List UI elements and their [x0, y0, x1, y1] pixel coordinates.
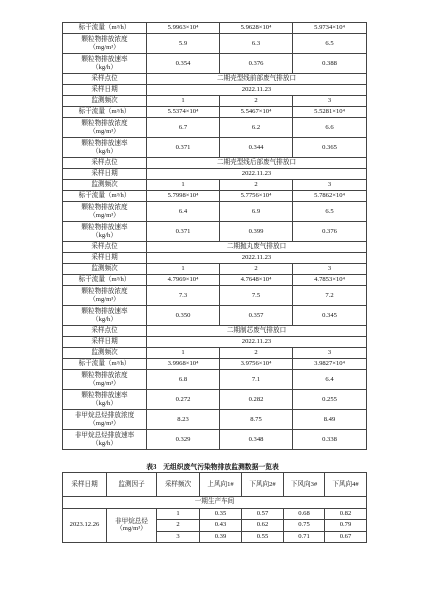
- row-label-line2: （kg/h）: [92, 315, 117, 323]
- row-label: [63, 286, 147, 306]
- value-cell: 0.67: [325, 531, 367, 543]
- value-cell: 8.49: [293, 410, 367, 430]
- table-row: [63, 85, 367, 96]
- span-value: 二期壳型线后部废气排放口: [147, 158, 367, 169]
- row-label-line1: 非甲烷总烃排放浓度: [74, 411, 135, 419]
- value-cell: 2: [220, 96, 293, 107]
- table-row: [63, 326, 367, 337]
- row-label-line2: （kg/h）: [92, 439, 117, 447]
- value-cell: 0.272: [147, 390, 220, 410]
- value-cell: 2: [220, 180, 293, 191]
- row-label: 标干流量（m³/h）: [63, 23, 147, 34]
- table-row: [63, 253, 367, 264]
- row-label-line2: （kg/h）: [92, 399, 117, 407]
- value-cell: 5.7756×10⁴: [220, 191, 293, 202]
- row-label: [63, 410, 147, 430]
- value-cell: 3: [293, 264, 367, 275]
- value-cell: 6.7: [147, 118, 220, 138]
- value-cell: 0.365: [293, 138, 367, 158]
- table-row: [63, 370, 367, 390]
- table-row: [63, 34, 367, 54]
- row-label: 标干流量（m³/h）: [63, 275, 147, 286]
- value-cell: 0.376: [220, 54, 293, 74]
- value-cell: 6.6: [293, 118, 367, 138]
- value-cell: 3: [293, 96, 367, 107]
- table-row: [63, 508, 367, 520]
- row-label-line2: （kg/h）: [92, 63, 117, 71]
- value-cell: 6.3: [220, 34, 293, 54]
- row-label-line2: （mg/m³）: [89, 43, 120, 51]
- value-cell: 3.9827×10⁴: [293, 359, 367, 370]
- value-cell: 0.344: [220, 138, 293, 158]
- row-label: 采样日期: [63, 169, 147, 180]
- table-row: [63, 348, 367, 359]
- value-cell: 3.9968×10⁴: [147, 359, 220, 370]
- row-label: 监测频次: [63, 180, 147, 191]
- value-cell: 0.75: [284, 520, 325, 532]
- row-label-line1: 颗粒物排放速率: [81, 391, 128, 399]
- value-cell: 0.388: [293, 54, 367, 74]
- row-label-line1: 颗粒物排放浓度: [81, 287, 128, 295]
- value-cell: 6.2: [220, 118, 293, 138]
- table-row: [63, 222, 367, 242]
- row-label: 采样日期: [63, 253, 147, 264]
- table-row: [63, 169, 367, 180]
- value-cell: 5.9628×10⁴: [220, 23, 293, 34]
- row-label-line1: 颗粒物排放速率: [81, 139, 128, 147]
- row-label: [63, 390, 147, 410]
- row-label-line1: 非甲烷总烃排放速率: [74, 431, 135, 439]
- header-cell: 下风向2#: [242, 473, 284, 497]
- value-cell: 5.9734×10⁴: [293, 23, 367, 34]
- table-row: [63, 107, 367, 118]
- value-cell: 0.345: [293, 306, 367, 326]
- row-label-line1: 颗粒物排放速率: [81, 223, 128, 231]
- value-cell: 0.371: [147, 138, 220, 158]
- row-label: 监测频次: [63, 264, 147, 275]
- value-cell: 0.354: [147, 54, 220, 74]
- row-label-line2: （mg/m³）: [89, 127, 120, 135]
- value-cell: 7.1: [220, 370, 293, 390]
- row-label-line1: 颗粒物排放速率: [81, 55, 128, 63]
- value-cell: 8.23: [147, 410, 220, 430]
- value-cell: 0.350: [147, 306, 220, 326]
- table-row: [63, 23, 367, 34]
- value-cell: 0.329: [147, 430, 220, 450]
- value-cell: 7.2: [293, 286, 367, 306]
- row-label: [63, 370, 147, 390]
- row-label: 监测频次: [63, 96, 147, 107]
- value-cell: 3.9756×10⁴: [220, 359, 293, 370]
- table-row: [63, 306, 367, 326]
- table-row: [63, 138, 367, 158]
- factor-name: 非甲烷总烃: [115, 517, 148, 525]
- span-value: 2022.11.23: [147, 337, 367, 348]
- row-label-line2: （mg/m³）: [89, 295, 120, 303]
- value-cell: 0.35: [200, 508, 242, 520]
- value-cell: 6.8: [147, 370, 220, 390]
- value-cell: 6.9: [220, 202, 293, 222]
- row-label: [63, 222, 147, 242]
- value-cell: 0.79: [325, 520, 367, 532]
- value-cell: 1: [147, 180, 220, 191]
- table-row: [63, 191, 367, 202]
- value-cell: 1: [147, 264, 220, 275]
- row-label: 采样点位: [63, 74, 147, 85]
- value-cell: 4.7648×10⁴: [220, 275, 293, 286]
- row-label: 监测频次: [63, 348, 147, 359]
- value-cell: 6.4: [147, 202, 220, 222]
- table-row: [63, 54, 367, 74]
- value-cell: 0.338: [293, 430, 367, 450]
- header-cell: 采样频次: [157, 473, 200, 497]
- value-cell: 0.68: [284, 508, 325, 520]
- table-row: [63, 242, 367, 253]
- table-row: [63, 158, 367, 169]
- table-row: [63, 359, 367, 370]
- row-label: 标干流量（m³/h）: [63, 107, 147, 118]
- row-label-line2: （kg/h）: [92, 147, 117, 155]
- row-label: 采样日期: [63, 85, 147, 96]
- value-cell: 0.376: [293, 222, 367, 242]
- row-label-line1: 颗粒物排放浓度: [81, 371, 128, 379]
- row-label: [63, 138, 147, 158]
- freq-cell: 3: [157, 531, 200, 543]
- row-label: [63, 306, 147, 326]
- value-cell: 0.43: [200, 520, 242, 532]
- row-label-line1: 颗粒物排放速率: [81, 307, 128, 315]
- value-cell: 0.55: [242, 531, 284, 543]
- value-cell: 5.5467×10⁴: [220, 107, 293, 118]
- value-cell: 5.7998×10⁴: [147, 191, 220, 202]
- freq-cell: 2: [157, 520, 200, 532]
- value-cell: 0.62: [242, 520, 284, 532]
- span-value: 2022.11.23: [147, 169, 367, 180]
- row-label-line2: （mg/m³）: [89, 211, 120, 219]
- value-cell: 0.57: [242, 508, 284, 520]
- value-cell: 5.5374×10⁴: [147, 107, 220, 118]
- value-cell: 0.39: [200, 531, 242, 543]
- value-cell: 6.4: [293, 370, 367, 390]
- span-value: 二期抛丸废气排放口: [147, 242, 367, 253]
- value-cell: 0.348: [220, 430, 293, 450]
- span-value: 二期壳型线前部废气排放口: [147, 74, 367, 85]
- section-row: [63, 497, 367, 509]
- value-cell: 2: [220, 348, 293, 359]
- table-row: [63, 410, 367, 430]
- factor-unit: （mg/m³）: [116, 525, 147, 533]
- table-row: [63, 430, 367, 450]
- value-cell: 0.71: [284, 531, 325, 543]
- value-cell: 5.9963×10⁴: [147, 23, 220, 34]
- row-label-line1: 颗粒物排放浓度: [81, 35, 128, 43]
- value-cell: 5.9: [147, 34, 220, 54]
- row-label: 采样日期: [63, 337, 147, 348]
- freq-cell: 1: [157, 508, 200, 520]
- row-label-line2: （mg/m³）: [89, 419, 120, 427]
- table-row: [63, 275, 367, 286]
- value-cell: 7.3: [147, 286, 220, 306]
- value-cell: 3: [293, 348, 367, 359]
- table-row: [63, 96, 367, 107]
- table-row: [63, 264, 367, 275]
- span-value: 2022.11.23: [147, 85, 367, 96]
- row-label-line2: （kg/h）: [92, 231, 117, 239]
- row-label: [63, 54, 147, 74]
- value-cell: 0.255: [293, 390, 367, 410]
- row-label: [63, 430, 147, 450]
- table-row: [63, 286, 367, 306]
- table-row: [63, 74, 367, 85]
- row-label: [63, 202, 147, 222]
- emission-monitoring-table: [62, 22, 367, 450]
- table-row: [63, 180, 367, 191]
- value-cell: 4.7853×10⁴: [293, 275, 367, 286]
- header-cell: 上风向1#: [200, 473, 242, 497]
- span-value: 2022.11.23: [147, 253, 367, 264]
- value-cell: 5.7862×10⁴: [293, 191, 367, 202]
- header-cell: 下风向4#: [325, 473, 367, 497]
- section-label: 一期生产车间: [63, 497, 367, 509]
- value-cell: 1: [147, 96, 220, 107]
- header-cell: 下风向3#: [284, 473, 325, 497]
- value-cell: 4.7969×10⁴: [147, 275, 220, 286]
- row-label-line1: 颗粒物排放浓度: [81, 203, 128, 211]
- value-cell: 3: [293, 180, 367, 191]
- sample-date: 2023.12.26: [63, 508, 107, 543]
- value-cell: 5.5281×10⁴: [293, 107, 367, 118]
- value-cell: 8.75: [220, 410, 293, 430]
- value-cell: 0.282: [220, 390, 293, 410]
- row-label: 标干流量（m³/h）: [63, 191, 147, 202]
- row-label: 采样点位: [63, 326, 147, 337]
- monitor-factor: [107, 508, 157, 543]
- table-header-row: [63, 473, 367, 497]
- table-row: [63, 202, 367, 222]
- row-label: [63, 34, 147, 54]
- row-label-line2: （mg/m³）: [89, 379, 120, 387]
- table-row: [63, 337, 367, 348]
- header-cell: 采样日期: [63, 473, 107, 497]
- value-cell: 6.5: [293, 202, 367, 222]
- header-cell: 监测因子: [107, 473, 157, 497]
- table-caption: 表3 无组织废气污染物排放监测数据一览表: [146, 464, 279, 471]
- span-value: 二期制芯废气排放口: [147, 326, 367, 337]
- table-row: [63, 390, 367, 410]
- value-cell: 2: [220, 264, 293, 275]
- table-row: [63, 118, 367, 138]
- value-cell: 0.399: [220, 222, 293, 242]
- value-cell: 0.357: [220, 306, 293, 326]
- value-cell: 0.371: [147, 222, 220, 242]
- row-label-line1: 颗粒物排放浓度: [81, 119, 128, 127]
- fugitive-emission-table: [62, 472, 367, 543]
- row-label: [63, 118, 147, 138]
- row-label: 标干流量（m³/h）: [63, 359, 147, 370]
- value-cell: 1: [147, 348, 220, 359]
- value-cell: 6.5: [293, 34, 367, 54]
- row-label: 采样点位: [63, 242, 147, 253]
- row-label: 采样点位: [63, 158, 147, 169]
- value-cell: 0.82: [325, 508, 367, 520]
- value-cell: 7.5: [220, 286, 293, 306]
